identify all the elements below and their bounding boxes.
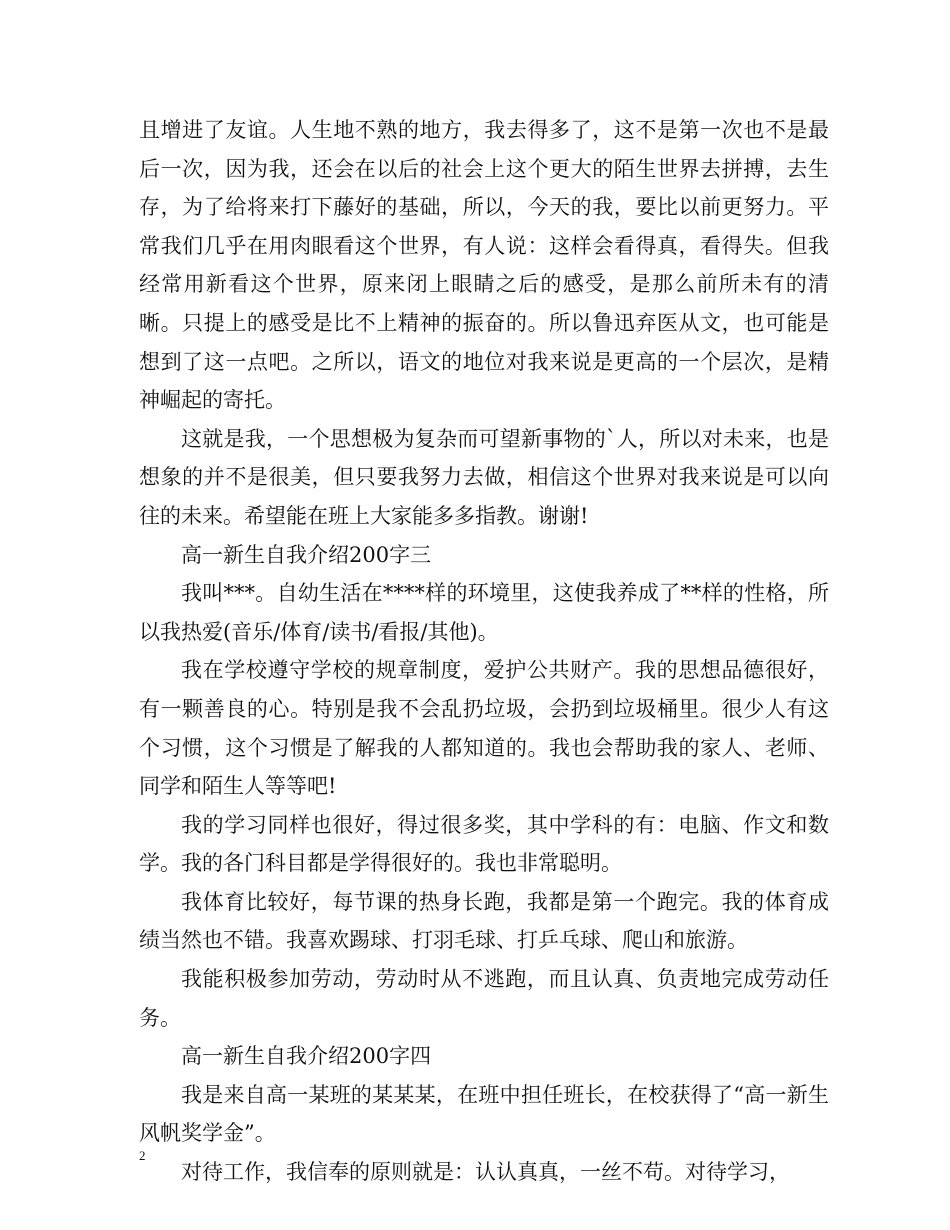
paragraph: 这就是我，一个思想极为复杂而可望新事物的`人，所以对未来，也是想象的并不是很美，但只要我努力去做，相信这个世界对我来说是可以向往的未来。希望能在班上大家能多多指教。谢谢! <box>139 426 829 528</box>
paragraph: 对待工作，我信奉的原则就是：认认真真，一丝不苟。对待学习， <box>181 1160 790 1185</box>
section-heading: 高一新生自我介绍200字三 <box>181 542 432 567</box>
page-number: 2 <box>139 1148 146 1163</box>
section-heading: 高一新生自我介绍200字四 <box>181 1044 432 1069</box>
paragraph-continuation: 且增进了友谊。人生地不熟的地方，我去得多了，这不是第一次也不是最后一次，因为我，还会在以后的社会上这个更大的陌生世界去拼搏，去生存，为了给将来打下藤好的基础，所以，今天的我，要比以前更努力。平常我们几乎在用肉眼看这个世界，有人说：这样会看得真，看得失。但我经常用新看这个世界，原来闭上眼睛之后的感受，是那么前所未有的清晰。只提上的感受是比不上精神的振奋的。所以鲁迅弃医从文，也可能是想到了这一点吧。之所以，语文的地位对我来说是更高的一个层次，是精神崛起的寄托。 <box>139 118 829 413</box>
paragraph: 我的学习同样也很好，得过很多奖，其中学科的有：电脑、作文和数学。我的各门科目都是学得很好的。我也非常聪明。 <box>139 812 829 876</box>
paragraph: 我叫***。自幼生活在****样的环境里，这使我养成了**样的性格，所以我热爱(音乐/体育/读书/看报/其他)。 <box>139 581 829 644</box>
document-body <box>139 111 829 1192</box>
paragraph: 我是来自高一某班的某某某，在班中担任班长，在校获得了“高一新生风帆奖学金”。 <box>139 1082 829 1146</box>
paragraph: 我能积极参加劳动，劳动时从不逃跑，而且认真、负责地完成劳动任务。 <box>139 967 829 1030</box>
paragraph: 我体育比较好，每节课的热身长跑，我都是第一个跑完。我的体育成绩当然也不错。我喜欢踢球、打羽毛球、打乒乓球、爬山和旅游。 <box>139 889 829 953</box>
paragraph: 我在学校遵守学校的规章制度，爱护公共财产。我的思想品德很好，有一颗善良的心。特别是我不会乱扔垃圾，会扔到垃圾桶里。很少人有这个习惯，这个习惯是了解我的人都知道的。我也会帮助我的家人、老师、同学和陌生人等等吧! <box>139 658 829 799</box>
